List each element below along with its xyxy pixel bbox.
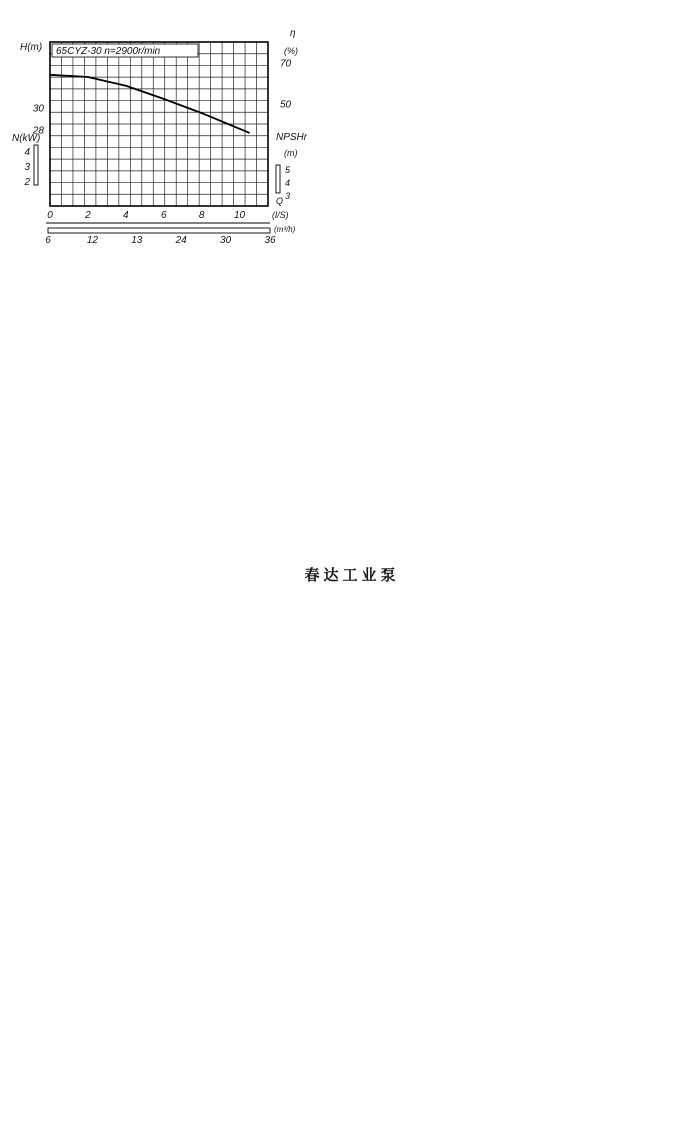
m3h-axis-label: (m³/h)	[274, 225, 296, 234]
x-tick-label: 2	[85, 210, 91, 221]
m3h-tick-label: 12	[86, 235, 98, 246]
efficiency-unit-label: (%)	[284, 46, 298, 56]
chart-grid	[50, 42, 268, 206]
curve-point-h	[201, 112, 203, 114]
x-tick-label: 4	[123, 210, 129, 221]
x-tick-label: 6	[160, 210, 167, 221]
npshr-axis-bar	[276, 165, 280, 193]
head-tick-label: 30	[32, 103, 44, 115]
curve-point-h	[163, 98, 165, 100]
head-tick-label: 28	[32, 125, 44, 137]
power-axis-label: N(kW)	[12, 133, 41, 144]
m3h-band	[48, 228, 270, 233]
page-heading: 春达工业泵	[304, 567, 400, 584]
pump-chart-1	[12, 28, 308, 246]
m3h-tick-label: 36	[264, 235, 276, 246]
power-tick-label: 2	[24, 177, 30, 188]
npshr-tick-label: 3	[285, 191, 291, 201]
m3h-tick-label: 13	[131, 235, 143, 246]
efficiency-axis-label: η	[290, 28, 296, 39]
curve-point-h	[87, 76, 89, 78]
npshr-unit-label: (m)	[284, 148, 298, 158]
efficiency-tick-label: 70	[280, 58, 292, 70]
curve-point-h	[49, 74, 51, 76]
x-axis-label: (l/S)	[272, 210, 289, 220]
x-tick-label: 0	[47, 210, 53, 221]
q-axis-label: Q	[276, 196, 284, 206]
power-tick-label: 3	[24, 162, 30, 173]
head-axis-label: H(m)	[20, 42, 43, 53]
curve-point-h	[248, 132, 250, 134]
chart-title: 65CYZ-30 n=2900r/min	[56, 46, 161, 57]
m3h-tick-label: 24	[175, 235, 187, 246]
power-axis-bar	[34, 145, 38, 185]
m3h-tick-label: 6	[45, 235, 51, 246]
x-tick-label: 8	[198, 210, 205, 221]
npshr-tick-label: 4	[285, 178, 291, 188]
m3h-tick-label: 30	[220, 235, 232, 246]
power-tick-label: 4	[24, 147, 30, 158]
curve-point-h	[125, 85, 127, 87]
x-tick-label: 10	[234, 210, 246, 221]
npshr-tick-label: 5	[285, 165, 291, 175]
npshr-axis-label: NPSHr	[276, 132, 308, 143]
efficiency-tick-label: 50	[280, 99, 292, 111]
